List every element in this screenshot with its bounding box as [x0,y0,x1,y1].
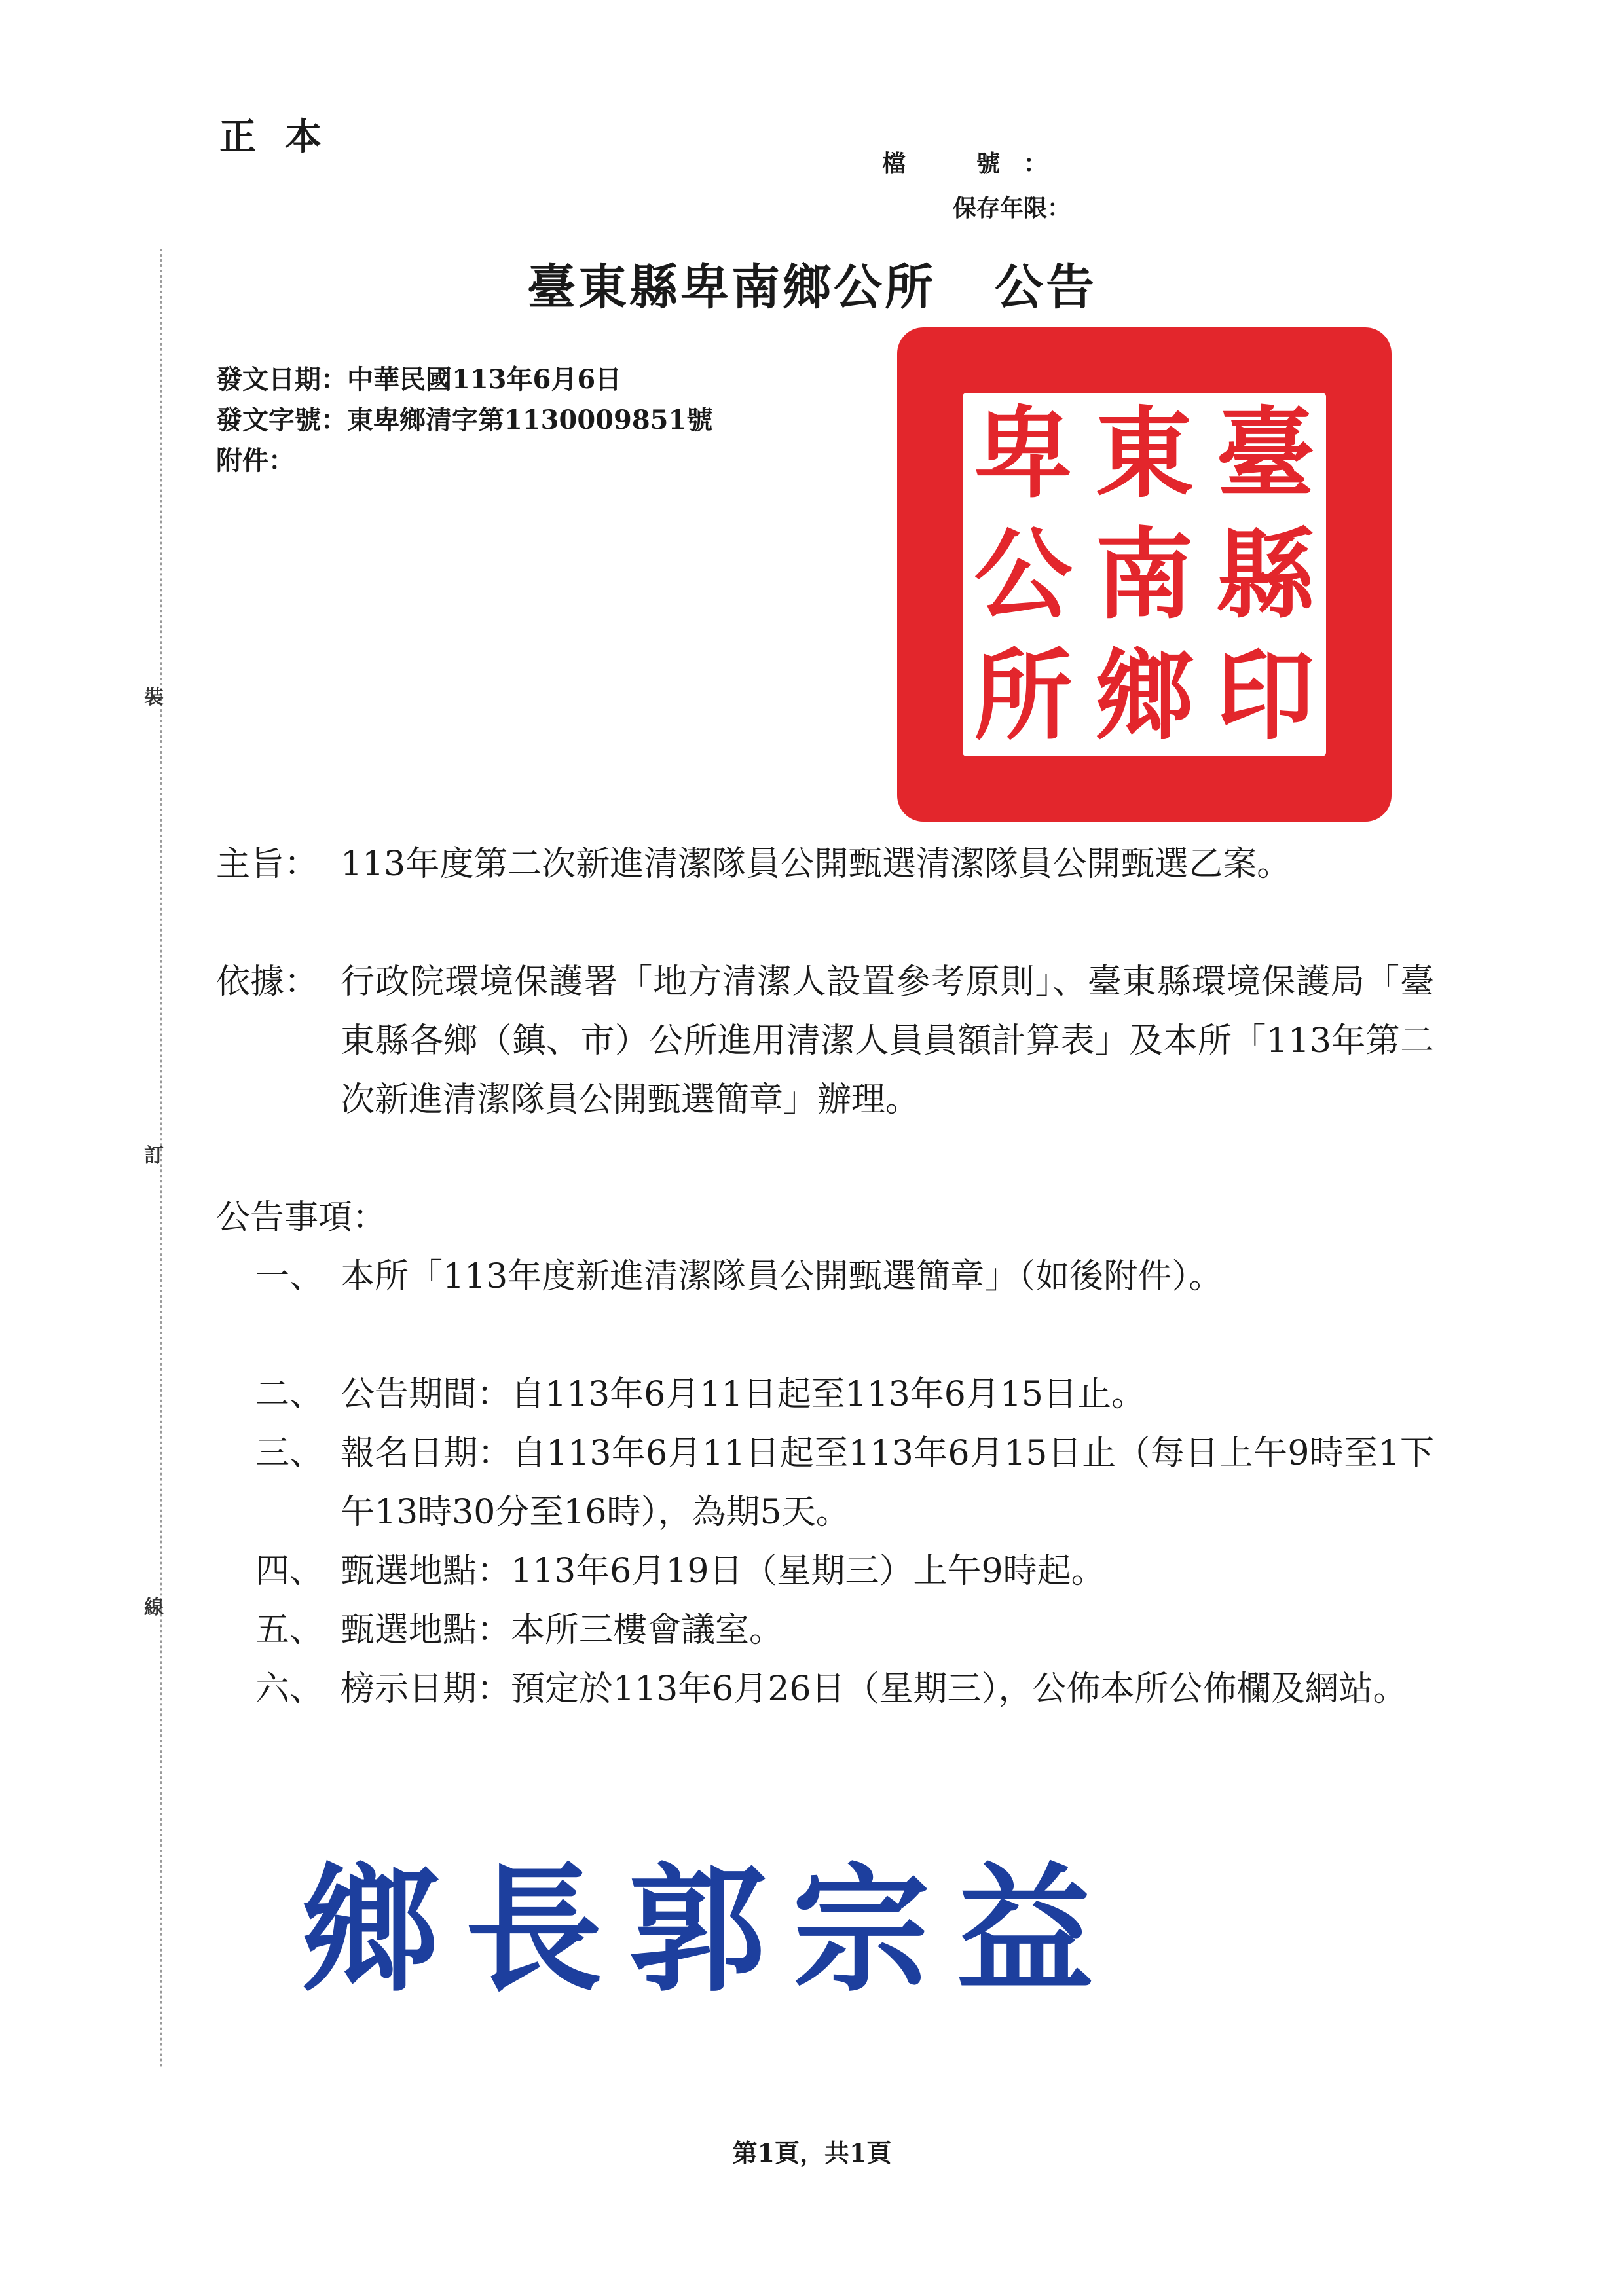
notice-label: 公告事項： [216,1198,387,1237]
item-text: 報名日期：自113年6月11日起至113年6月15日止（每日上午9時至1下午13時30分至16時），為期5天。 [341,1434,1434,1532]
issue-number: 發文字號：東卑鄉清字第1130009851號 [216,405,713,435]
seal-char: 東 [1095,395,1194,511]
seal-char: 公 [974,517,1073,632]
seal-char: 印 [1216,638,1315,754]
item-text: 公告期間：自113年6月11日起至113年6月15日止。 [341,1375,1146,1414]
binding-mark-1: 裝 [144,686,164,709]
binding-mark-3: 線 [144,1596,164,1619]
seal-characters [963,393,1326,756]
seal-char: 南 [1095,517,1194,632]
page-footer: 第1頁，共1頁 [732,2138,892,2168]
item-number: 六、 [255,1669,324,1709]
basis-label: 依據： [216,962,319,1002]
basis-text: 行政院環境保護署「地方清潔人設置參考原則」、臺東縣環境保護局「臺東縣各鄉（鎮、市）公所進用清潔人員員額計算表」及本所「113年第二次新進清潔隊員公開甄選簡章」辦理。 [341,962,1434,1120]
title-org: 臺東縣卑南鄉公所 [527,259,936,316]
seal-char: 縣 [1216,517,1315,632]
subject-text: 113年度第二次新進清潔隊員公開甄選清潔隊員公開甄選乙案。 [341,845,1291,884]
seal-char: 鄉 [1095,638,1194,754]
attachment-label: 附件： [216,445,295,476]
item-text: 本所「113年度新進清潔隊員公開甄選簡章」（如後附件）。 [341,1257,1223,1296]
item-text: 榜示日期：預定於113年6月26日（星期三），公佈本所公佈欄及網站。 [341,1669,1407,1709]
item-number: 三、 [255,1434,324,1473]
item-number: 五、 [255,1611,324,1650]
official-seal [897,327,1392,822]
item-text: 甄選地點：本所三樓會議室。 [341,1611,784,1650]
item-number: 一、 [255,1257,324,1296]
binding-mark-2: 訂 [144,1144,164,1167]
retention-label: 保存年限： [952,194,1071,222]
seal-char: 臺 [1216,395,1315,511]
title-type: 公告 [995,259,1097,316]
subject-label: 主旨： [216,845,319,884]
item-number: 四、 [255,1552,324,1591]
document-title [0,249,1624,318]
copy-label: 正本 [219,115,350,158]
file-number-label: 檔 號： [881,150,1071,177]
issue-date: 發文日期：中華民國113年6月6日 [216,364,622,395]
item-number: 二、 [255,1375,324,1414]
seal-char: 卑 [974,395,1073,511]
signature-stamp: 鄉長郭宗益 [301,1849,1120,2011]
seal-char: 所 [974,638,1073,754]
item-text: 甄選地點：113年6月19日（星期三）上午9時起。 [341,1552,1105,1591]
